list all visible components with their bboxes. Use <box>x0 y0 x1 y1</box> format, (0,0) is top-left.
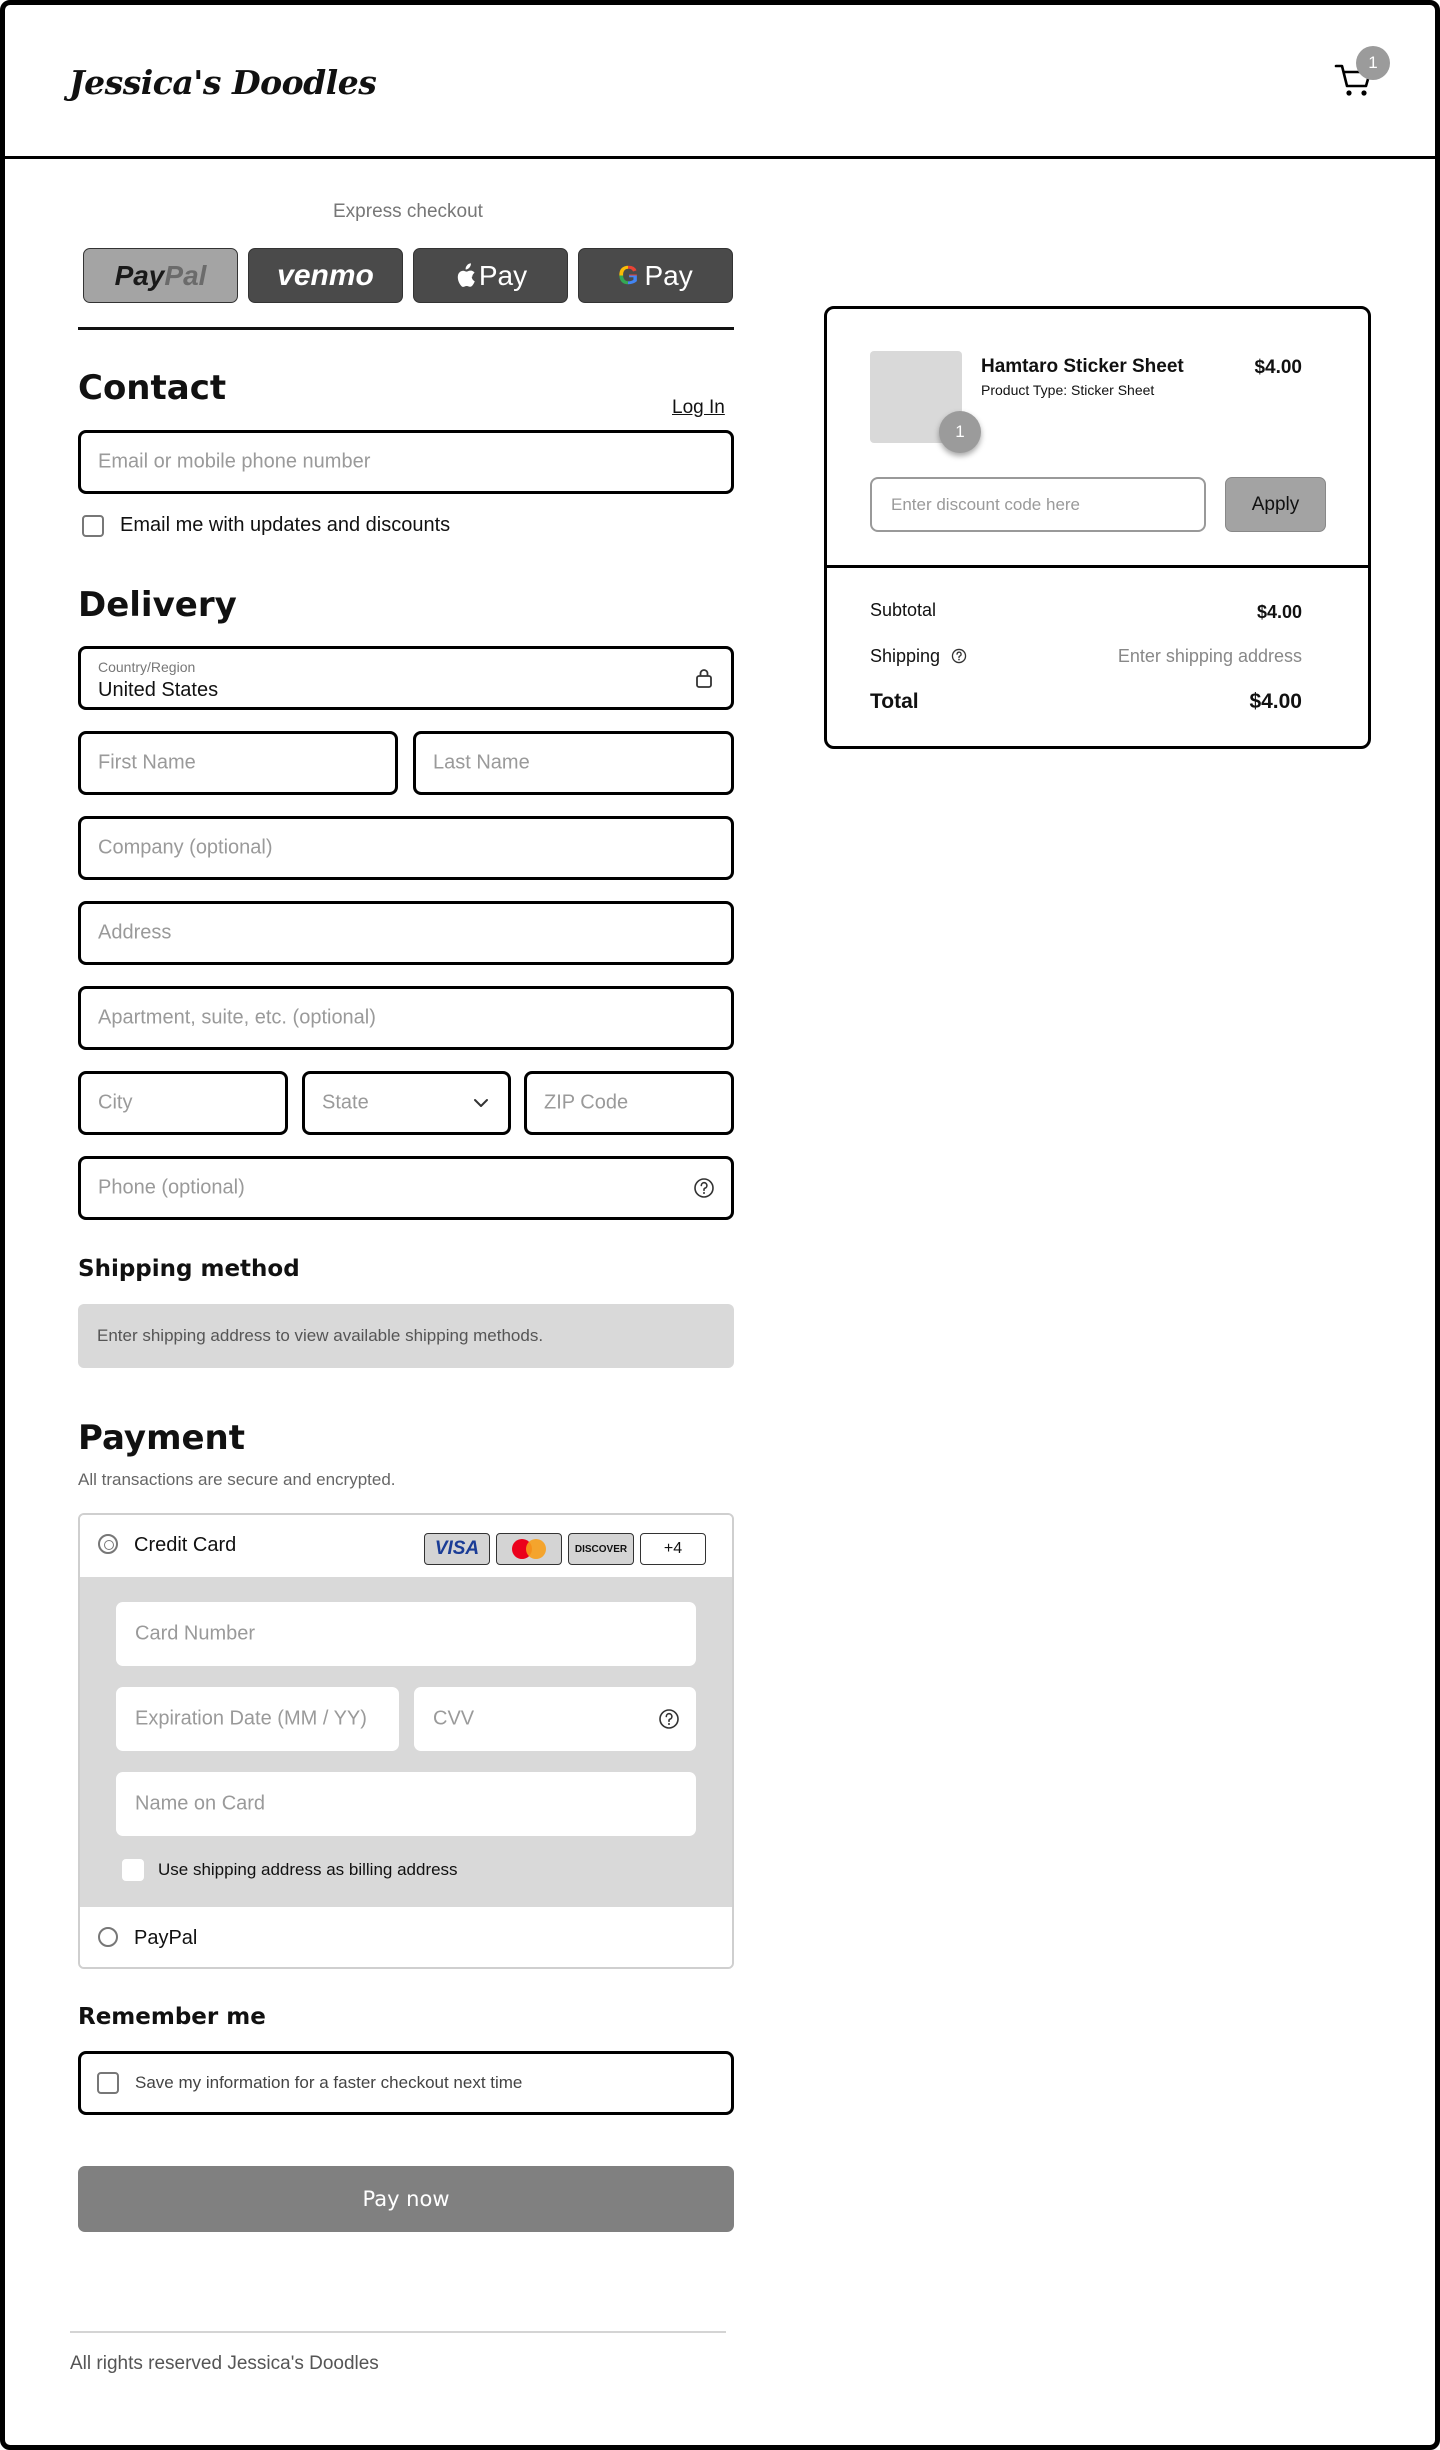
remember-me-checkbox[interactable] <box>97 2072 119 2094</box>
express-checkout-label: Express checkout <box>333 201 483 222</box>
billing-same-label: Use shipping address as billing address <box>158 1860 458 1879</box>
google-pay-label: Pay <box>644 259 693 291</box>
credit-card-option[interactable] <box>80 1515 732 1577</box>
billing-same-option[interactable] <box>122 1859 458 1881</box>
paypal-logo-pal: Pal <box>164 259 207 291</box>
apple-icon <box>454 263 476 289</box>
apartment-field[interactable] <box>78 986 734 1050</box>
lock-icon <box>693 667 715 689</box>
google-pay-express-button[interactable] <box>578 248 733 303</box>
first-name-placeholder: First Name <box>98 751 196 774</box>
paypal-logo-pay: Pay <box>114 259 165 291</box>
discount-placeholder: Enter discount code here <box>891 494 1081 514</box>
address-placeholder: Address <box>98 921 172 944</box>
phone-placeholder: Phone (optional) <box>98 1176 245 1199</box>
apartment-placeholder: Apartment, suite, etc. (optional) <box>98 1006 376 1029</box>
contact-heading: Contact <box>78 368 227 408</box>
email-placeholder: Email or mobile phone number <box>98 450 371 473</box>
address-field[interactable] <box>78 901 734 965</box>
expiration-placeholder: Expiration Date (MM / YY) <box>135 1707 367 1730</box>
email-updates-checkbox[interactable] <box>82 515 104 537</box>
total-value: $4.00 <box>1249 690 1302 713</box>
email-field[interactable] <box>78 430 734 494</box>
footer-copyright: All rights reserved Jessica's Doodles <box>70 2353 379 2374</box>
country-label: Country/Region <box>98 659 196 675</box>
apply-discount-button[interactable]: Apply <box>1225 477 1326 532</box>
paypal-express-button[interactable] <box>83 248 238 303</box>
product-name: Hamtaro Sticker Sheet <box>981 356 1184 377</box>
shipping-method-heading: Shipping method <box>78 1256 300 1282</box>
payment-heading: Payment <box>78 1418 246 1458</box>
express-divider <box>78 327 734 330</box>
shipping-method-note-text: Enter shipping address to view available shipping methods. <box>97 1326 544 1345</box>
country-value: United States <box>98 679 219 701</box>
payment-subtitle: All transactions are secure and encrypted. <box>78 1470 396 1489</box>
shipping-value: Enter shipping address <box>1117 646 1302 666</box>
apple-pay-label: Pay <box>478 259 528 291</box>
discount-code-field[interactable] <box>870 477 1206 532</box>
company-placeholder: Company (optional) <box>98 836 273 859</box>
apple-pay-express-button[interactable] <box>413 248 568 303</box>
state-placeholder: State <box>322 1091 369 1114</box>
help-icon[interactable] <box>693 1177 715 1199</box>
login-link[interactable]: Log In <box>672 397 725 418</box>
venmo-logo: venmo <box>277 258 374 292</box>
card-number-field[interactable] <box>116 1602 696 1666</box>
phone-field[interactable] <box>78 1156 734 1220</box>
zip-field[interactable] <box>524 1071 734 1135</box>
site-header <box>5 5 1435 159</box>
product-type: Product Type: Sticker Sheet <box>981 382 1155 398</box>
store-logo[interactable]: Jessica's Doodles <box>69 63 377 102</box>
credit-card-radio[interactable] <box>98 1534 118 1554</box>
cart-count-badge: 1 <box>1356 46 1390 80</box>
credit-card-form <box>80 1577 732 1907</box>
venmo-express-button[interactable] <box>248 248 403 303</box>
subtotal-label: Subtotal <box>870 600 937 620</box>
city-placeholder: City <box>98 1091 133 1114</box>
google-g-icon: G <box>618 260 639 290</box>
shipping-help-icon[interactable] <box>951 648 967 664</box>
discover-icon: DISCOVER <box>568 1533 634 1565</box>
email-updates-label: Email me with updates and discounts <box>120 514 451 536</box>
shipping-label: Shipping <box>870 646 941 666</box>
name-on-card-placeholder: Name on Card <box>135 1792 266 1815</box>
expiration-field[interactable] <box>116 1687 399 1751</box>
delivery-heading: Delivery <box>78 585 237 625</box>
product-price: $4.00 <box>1254 357 1302 378</box>
cvv-field[interactable] <box>414 1687 696 1751</box>
shipping-method-note <box>78 1304 734 1368</box>
city-field[interactable] <box>78 1071 288 1135</box>
credit-card-label: Credit Card <box>134 1534 237 1556</box>
remember-me-option[interactable] <box>97 2072 522 2094</box>
remember-me-heading: Remember me <box>78 2004 266 2030</box>
cvv-help-icon[interactable] <box>658 1708 680 1730</box>
visa-icon: VISA <box>424 1533 490 1565</box>
more-cards-badge: +4 <box>640 1533 706 1565</box>
last-name-placeholder: Last Name <box>433 751 530 774</box>
cvv-placeholder: CVV <box>433 1707 475 1730</box>
express-checkout-buttons <box>83 248 733 303</box>
mastercard-icon <box>496 1533 562 1565</box>
zip-placeholder: ZIP Code <box>544 1091 629 1114</box>
last-name-field[interactable] <box>413 731 734 795</box>
footer-divider <box>70 2331 726 2333</box>
chevron-down-icon <box>470 1092 492 1114</box>
shipping-row-label <box>870 646 967 667</box>
billing-same-checkbox[interactable] <box>122 1859 144 1881</box>
summary-divider <box>827 565 1368 568</box>
email-updates-option[interactable] <box>82 514 450 537</box>
remember-me-label: Save my information for a faster checkout next time <box>135 2073 523 2092</box>
payment-options <box>78 1513 734 1969</box>
order-summary <box>824 306 1371 749</box>
card-logos <box>424 1533 706 1565</box>
paypal-label: PayPal <box>134 1927 198 1949</box>
paypal-option[interactable] <box>80 1907 732 1969</box>
product-quantity-badge: 1 <box>939 411 981 453</box>
pay-now-button[interactable]: Pay now <box>78 2166 734 2232</box>
subtotal-value: $4.00 <box>1256 602 1302 622</box>
state-select[interactable] <box>302 1071 511 1135</box>
country-select[interactable] <box>78 646 734 710</box>
first-name-field[interactable] <box>78 731 398 795</box>
total-label: Total <box>870 690 919 713</box>
company-field[interactable] <box>78 816 734 880</box>
card-number-placeholder: Card Number <box>135 1622 256 1645</box>
remember-me-box[interactable] <box>78 2051 734 2115</box>
paypal-radio[interactable] <box>98 1927 118 1947</box>
name-on-card-field[interactable] <box>116 1772 696 1836</box>
